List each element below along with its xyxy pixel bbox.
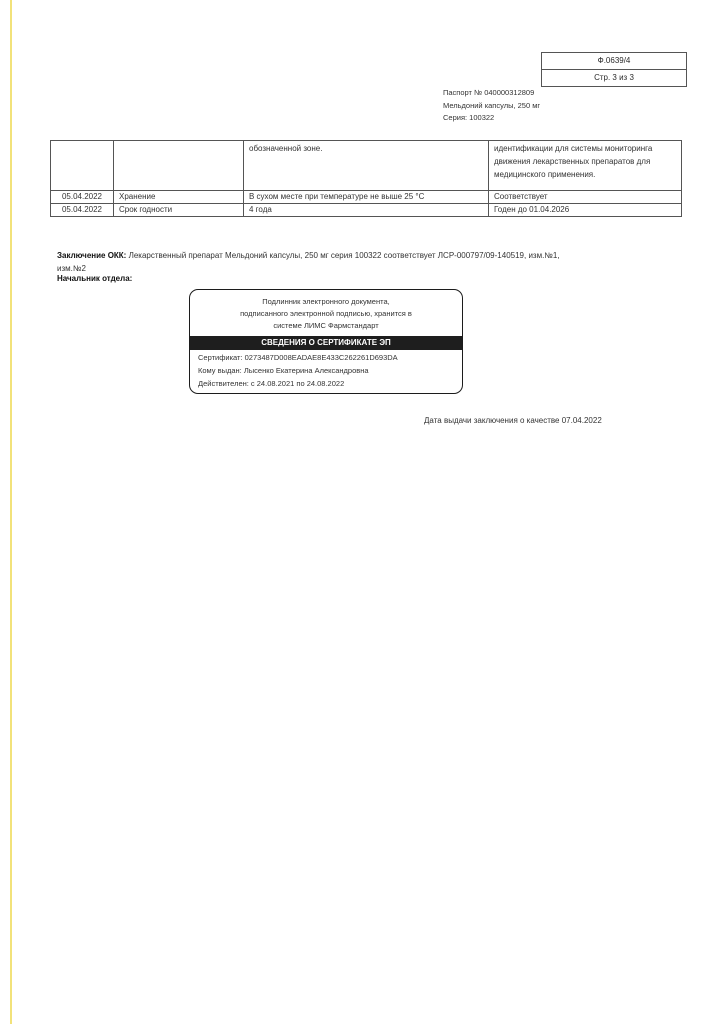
product-name: Мельдоний капсулы, 250 мг [443, 100, 541, 110]
stamp-notice-line: Подлинник электронного документа, [262, 297, 390, 306]
row-result: идентификации для системы мониторинга движения лекарственных препаратов для медицинского применения. [489, 141, 682, 191]
certificate-header: СВЕДЕНИЯ О СЕРТИФИКАТЕ ЭП [190, 336, 462, 350]
passport-info [443, 87, 540, 125]
page-number: Стр. 3 из 3 [542, 69, 686, 86]
row-test [114, 141, 244, 191]
conclusion-label: Заключение ОКК: [57, 251, 127, 260]
row-norm: обозначенной зоне. [244, 141, 489, 191]
row-norm: 4 года [244, 204, 489, 217]
row-result: Соответствует [489, 191, 682, 204]
stamp-notice-line: системе ЛИМС Фармстандарт [273, 321, 379, 330]
passport-number: Паспорт № 040000312809 [443, 88, 535, 97]
row-test: Хранение [114, 191, 244, 204]
form-code-box [541, 52, 687, 87]
conclusion-text: Лекарственный препарат Мельдоний капсулы, 250 мг серия 100322 соответствует ЛСР-000797/09-140519, изм.№1, изм.№2 [57, 251, 560, 273]
stamp-notice-line: подписанного электронной подписью, хранится в [240, 309, 412, 318]
row-date: 05.04.2022 [51, 191, 114, 204]
test-results-table [50, 140, 682, 217]
table-row [51, 191, 682, 204]
scan-edge [10, 0, 12, 1024]
row-result: Годен до 01.04.2026 [489, 204, 682, 217]
row-norm: В сухом месте при температуре не выше 25 °С [244, 191, 489, 204]
form-code: Ф.0639/4 [597, 56, 631, 65]
certificate-issued-to: Кому выдан: Лысенко Екатерина Александровна [198, 366, 369, 375]
stamp-notice [190, 296, 462, 332]
qc-conclusion [57, 250, 577, 275]
row-test: Срок годности [114, 204, 244, 217]
certificate-id: Сертификат: 0273487D008EADAE8E433C262261D693DA [198, 353, 398, 362]
table-row [51, 204, 682, 217]
row-date [51, 141, 114, 191]
certificate-validity: Действителен: с 24.08.2021 по 24.08.2022 [198, 379, 345, 388]
issue-date: Дата выдачи заключения о качестве 07.04.2022 [424, 416, 602, 425]
head-of-department-label: Начальник отдела: [57, 274, 133, 283]
table-row [51, 141, 682, 191]
series-number: Серия: 100322 [443, 113, 495, 122]
row-date: 05.04.2022 [51, 204, 114, 217]
electronic-signature-stamp [189, 289, 463, 394]
